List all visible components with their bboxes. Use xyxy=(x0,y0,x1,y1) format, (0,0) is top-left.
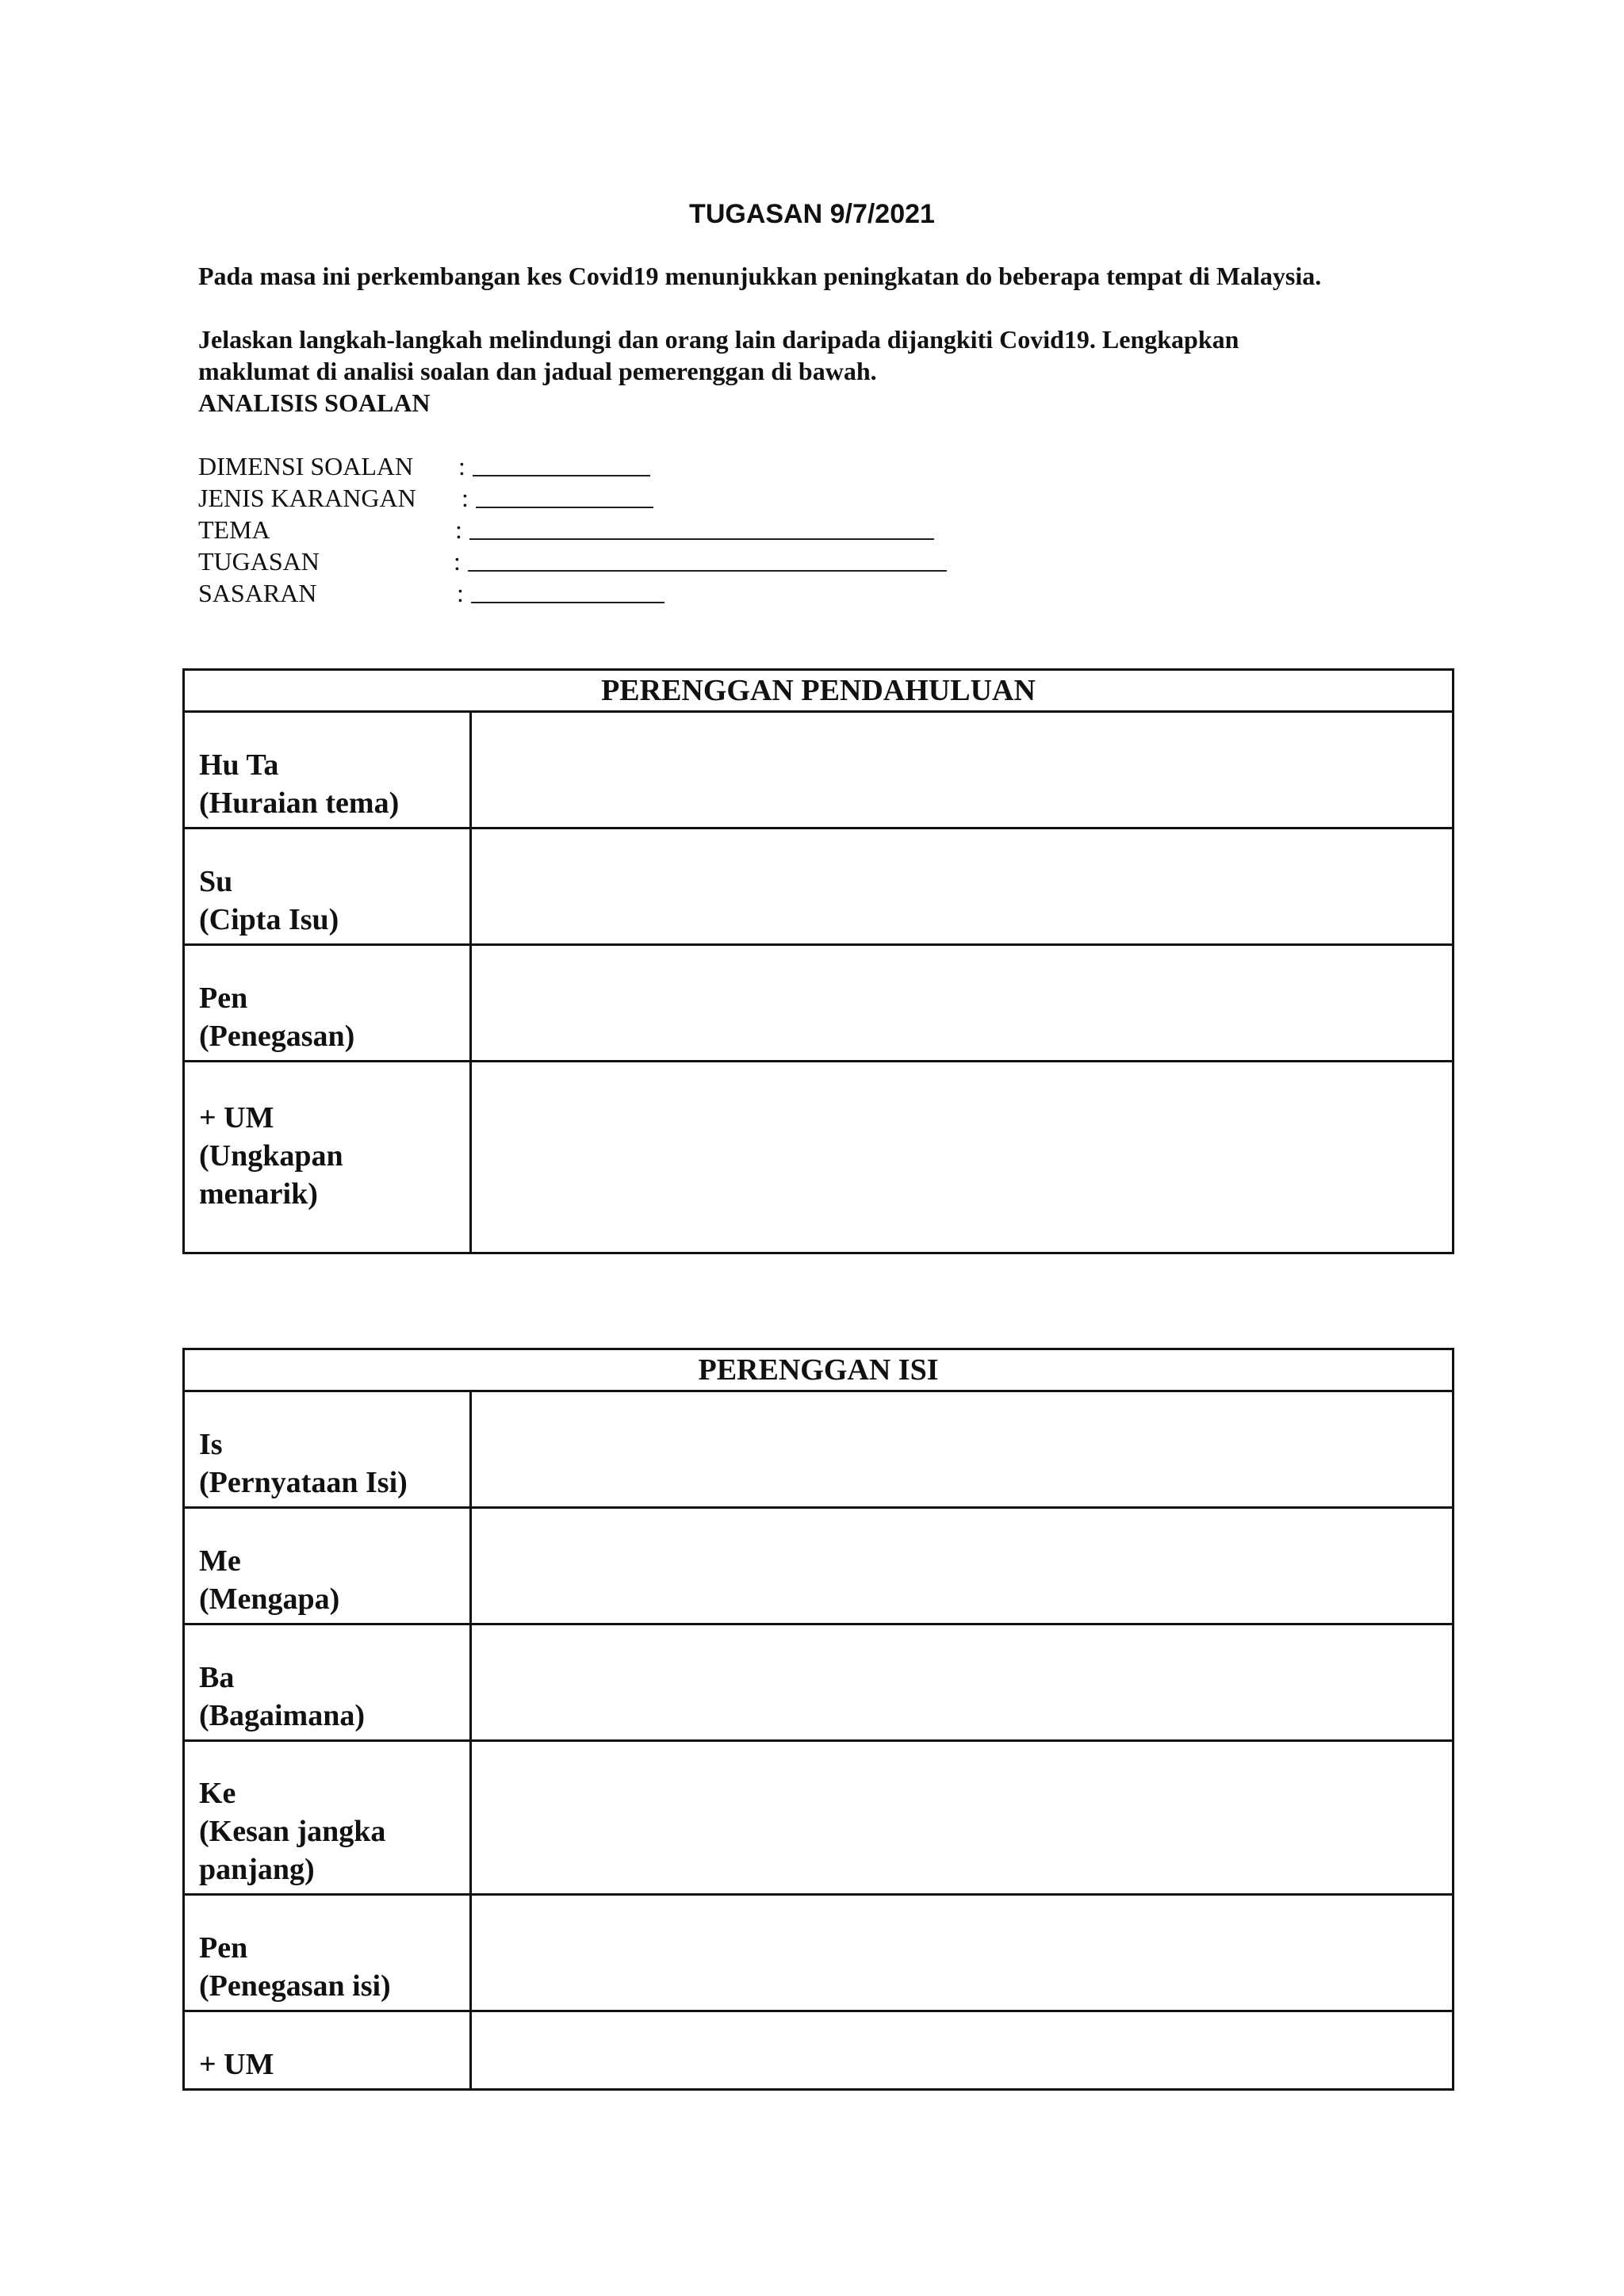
answer-cell[interactable] xyxy=(471,1508,1454,1624)
document-title: TUGASAN 9/7/2021 xyxy=(689,199,935,229)
fill-in-blank[interactable] xyxy=(468,570,947,572)
table-row xyxy=(184,2011,1454,2090)
fill-in-blank[interactable] xyxy=(473,475,650,476)
answer-cell[interactable] xyxy=(471,1391,1454,1508)
table-row xyxy=(184,945,1454,1062)
table-row xyxy=(184,1508,1454,1624)
table-row xyxy=(184,828,1454,945)
answer-cell[interactable] xyxy=(471,1062,1454,1253)
instruction-paragraph xyxy=(198,323,1435,387)
table-heading: PERENGGAN ISI xyxy=(184,1349,1454,1391)
table-row xyxy=(184,1624,1454,1741)
row-label: Pen (Penegasan) xyxy=(184,945,471,1062)
fill-in-blank[interactable] xyxy=(476,507,653,508)
fill-in-blank[interactable] xyxy=(471,602,665,603)
field-label: DIMENSI SOALAN xyxy=(198,452,414,480)
table-header-row xyxy=(184,670,1454,712)
field-label: TUGASAN xyxy=(198,547,320,576)
instruction-line-1: Jelaskan langkah-langkah melindungi dan orang lain daripada dijangkiti Covid19. Lengkapkan xyxy=(198,325,1239,354)
intro-paragraph-table xyxy=(182,668,1454,1254)
answer-cell[interactable] xyxy=(471,712,1454,828)
row-label: Hu Ta (Huraian tema) xyxy=(184,712,471,828)
field-colon: : xyxy=(455,515,462,544)
table-row xyxy=(184,712,1454,828)
field-colon: : xyxy=(454,547,461,576)
table-row xyxy=(184,1391,1454,1508)
answer-cell[interactable] xyxy=(471,1624,1454,1741)
row-label: Su (Cipta Isu) xyxy=(184,828,471,945)
field-colon: : xyxy=(462,484,469,512)
instruction-line-2: maklumat di analisi soalan dan jadual pemerenggan di bawah. xyxy=(198,357,877,385)
answer-cell[interactable] xyxy=(471,828,1454,945)
intro-paragraph: Pada masa ini perkembangan kes Covid19 menunjukkan peningkatan do beberapa tempat di Malaysia. xyxy=(198,262,1322,290)
row-label: Ke (Kesan jangka panjang) xyxy=(184,1741,471,1895)
row-label: Is (Pernyataan Isi) xyxy=(184,1391,471,1508)
answer-cell[interactable] xyxy=(471,1741,1454,1895)
field-label: JENIS KARANGAN xyxy=(198,484,416,512)
answer-cell[interactable] xyxy=(471,2011,1454,2090)
fill-in-blank[interactable] xyxy=(469,538,934,540)
answer-cell[interactable] xyxy=(471,945,1454,1062)
row-label: Ba (Bagaimana) xyxy=(184,1624,471,1741)
field-label: SASARAN xyxy=(198,579,317,607)
table-row xyxy=(184,1741,1454,1895)
table-row xyxy=(184,1895,1454,2011)
analysis-heading: ANALISIS SOALAN xyxy=(198,388,431,417)
row-label: + UM xyxy=(184,2011,471,2090)
row-label: Pen (Penegasan isi) xyxy=(184,1895,471,2011)
row-label: + UM (Ungkapan menarik) xyxy=(184,1062,471,1253)
answer-cell[interactable] xyxy=(471,1895,1454,2011)
field-label: TEMA xyxy=(198,515,270,544)
table-row xyxy=(184,1062,1454,1253)
field-colon: : xyxy=(457,579,464,607)
field-colon: : xyxy=(458,452,465,480)
content-paragraph-table xyxy=(182,1348,1454,2091)
table-header-row xyxy=(184,1349,1454,1391)
row-label: Me (Mengapa) xyxy=(184,1508,471,1624)
table-heading: PERENGGAN PENDAHULUAN xyxy=(184,670,1454,712)
